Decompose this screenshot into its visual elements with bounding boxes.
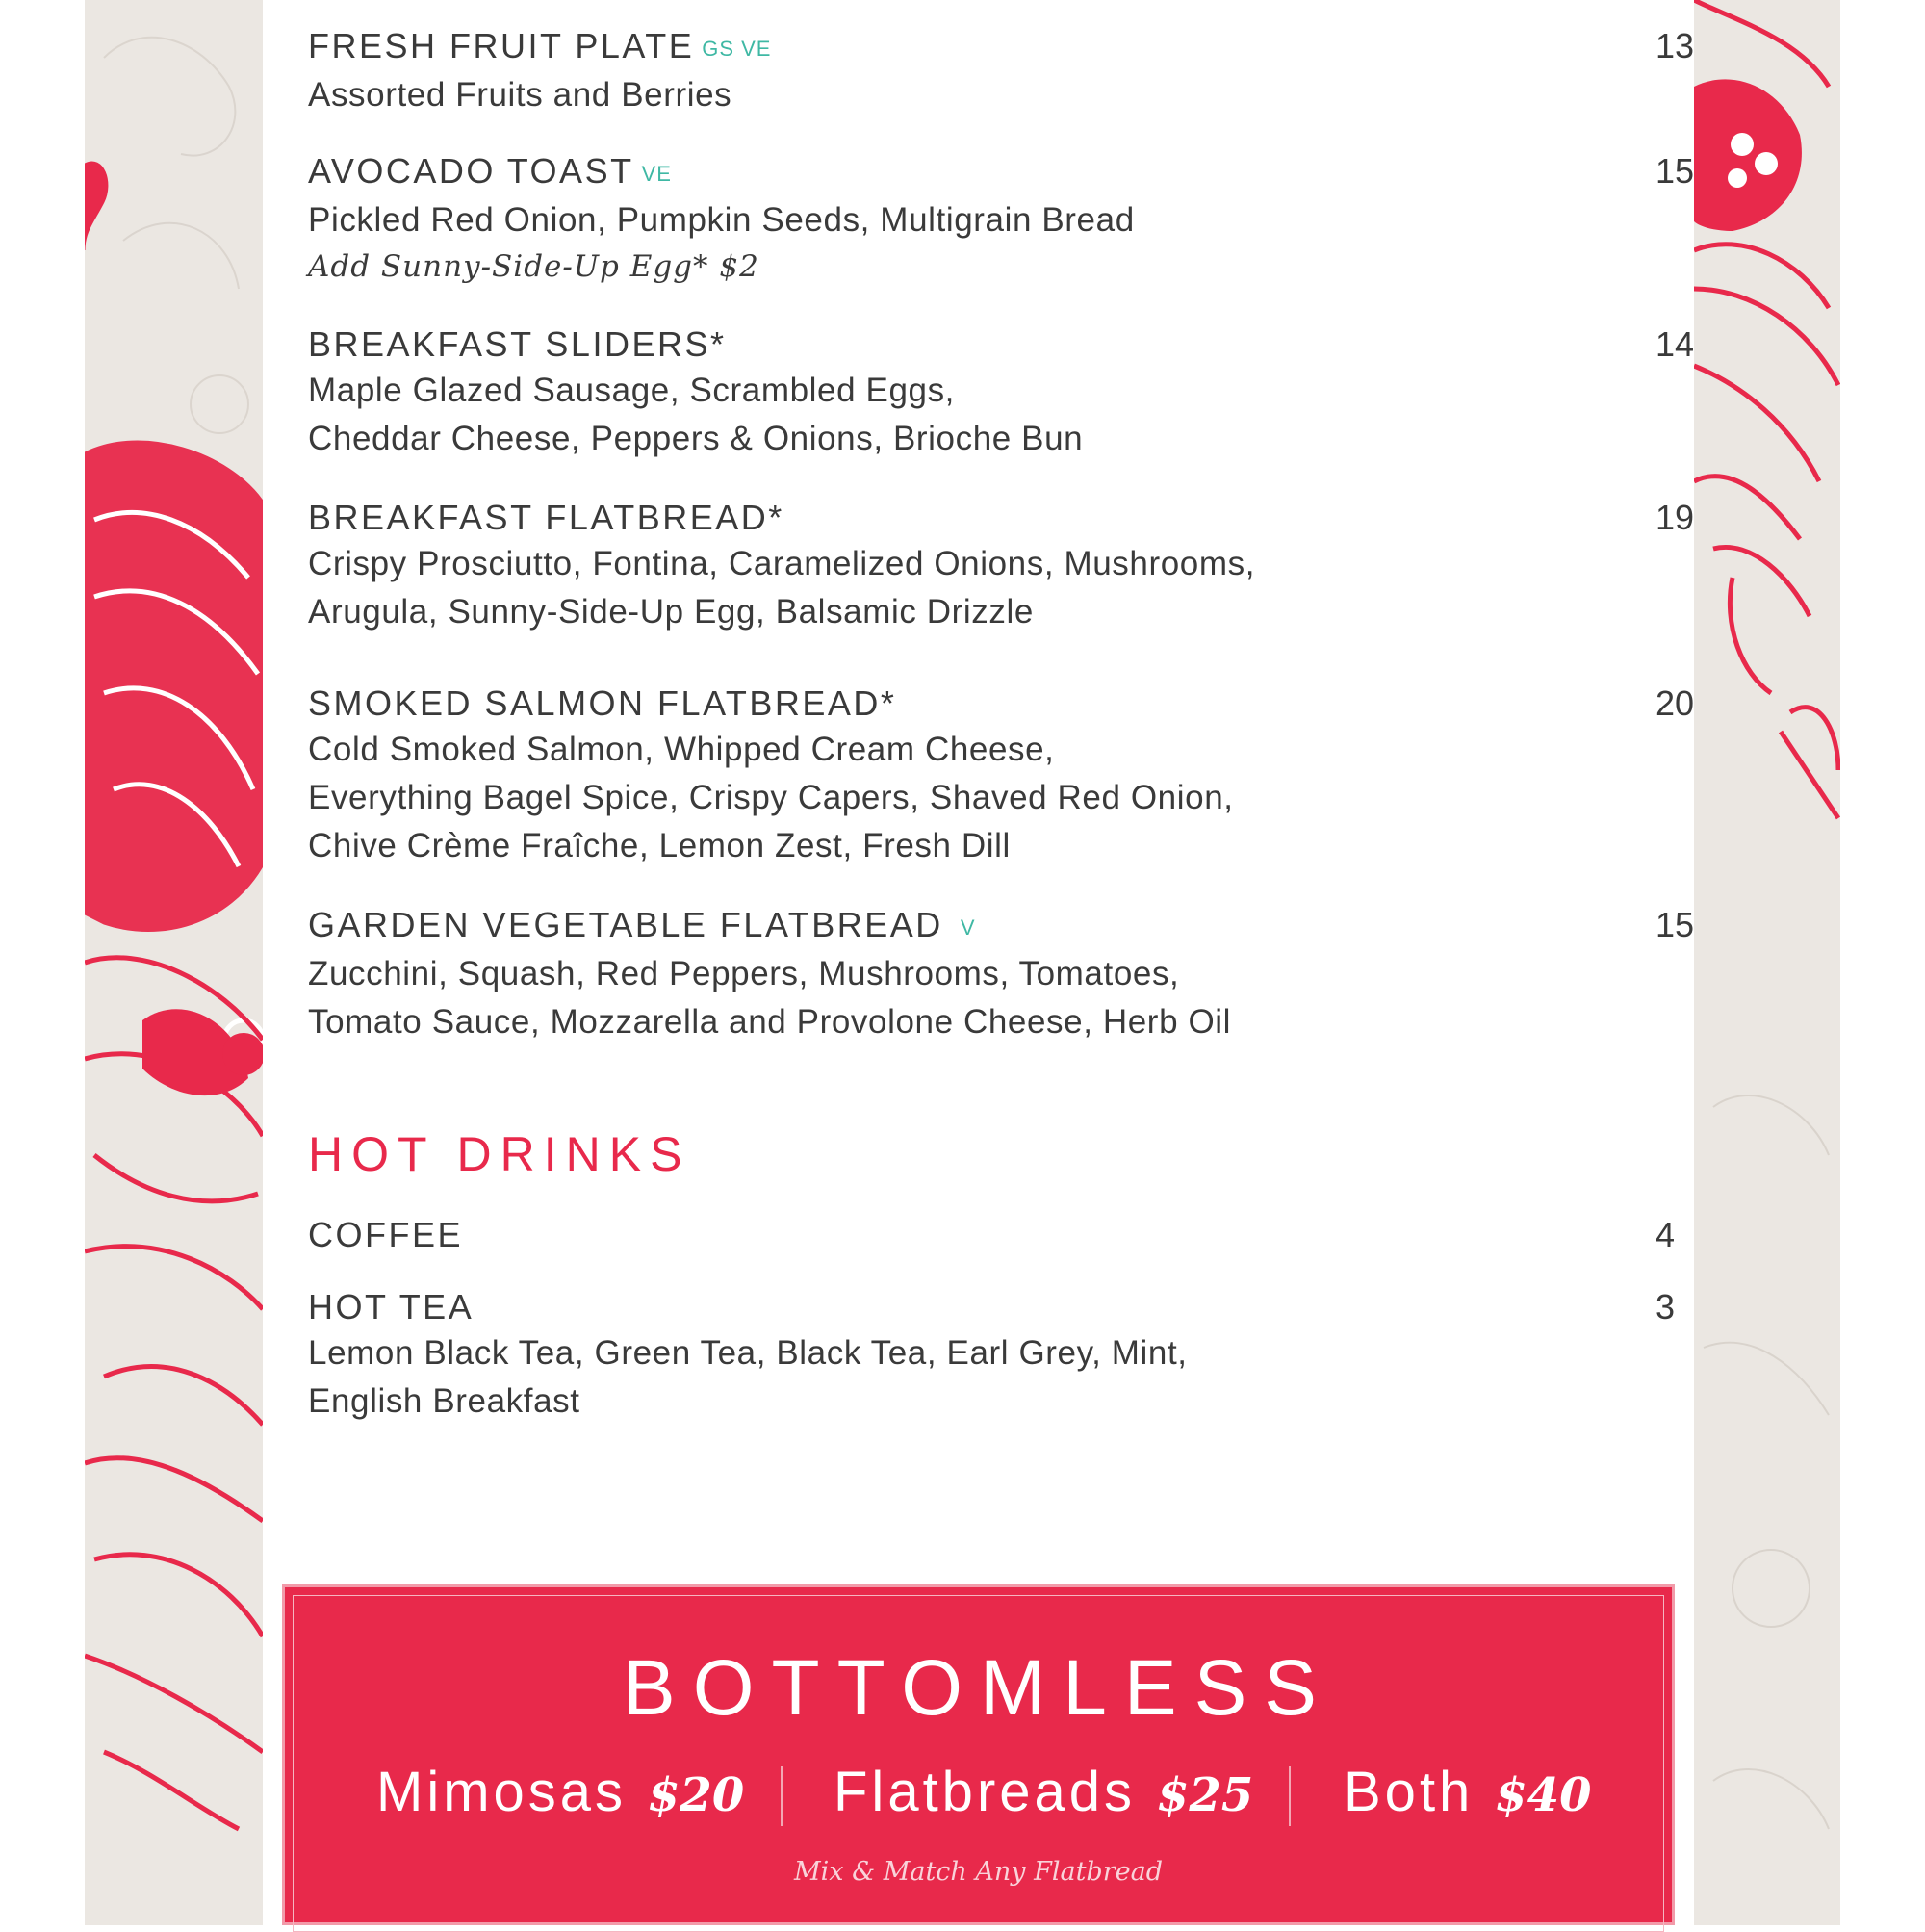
- item-addon-note: Add Sunny-Side-Up Egg* $2: [308, 249, 759, 284]
- item-description: Cold Smoked Salmon, Whipped Cream Cheese,: [308, 731, 1055, 768]
- offer-label: Flatbreads: [834, 1761, 1137, 1823]
- offer-price: $20: [648, 1768, 745, 1822]
- item-name: AVOCADO TOAST: [308, 151, 634, 191]
- item-description: Arugula, Sunny-Side-Up Egg, Balsamic Drizzle: [308, 593, 1034, 631]
- item-name: GARDEN VEGETABLE FLATBREAD: [308, 905, 943, 944]
- menu-item-hot-tea: [308, 1285, 1676, 1426]
- item-price: 4: [1656, 1215, 1676, 1254]
- item-description: Pickled Red Onion, Pumpkin Seeds, Multigrain Bread: [308, 201, 1135, 239]
- item-name: HOT TEA: [308, 1287, 475, 1327]
- offer-label: Mimosas: [376, 1761, 628, 1823]
- item-description: Everything Bagel Spice, Crispy Capers, Shaved Red Onion,: [308, 779, 1234, 816]
- offer-both: [1344, 1759, 1592, 1841]
- banner-subtitle: Mix & Match Any Flatbread: [794, 1857, 1163, 1887]
- dietary-tag: GS VE: [702, 37, 772, 61]
- item-description: English Breakfast: [308, 1382, 580, 1420]
- item-description: Maple Glazed Sausage, Scrambled Eggs,: [308, 372, 956, 409]
- section-title-hot-drinks: HOT DRINKS: [308, 1127, 691, 1181]
- offer-label: Both: [1344, 1761, 1475, 1823]
- offer-mimosas: [376, 1759, 744, 1841]
- menu-item-smoked-salmon-flatbread: [308, 682, 1695, 870]
- offer-flatbreads: [834, 1759, 1253, 1841]
- item-price: 14: [1656, 324, 1695, 364]
- right-floral-panel: [1694, 0, 1840, 1925]
- bottomless-banner: [282, 1584, 1675, 1925]
- item-price: 19: [1656, 498, 1695, 537]
- item-description: Crispy Prosciutto, Fontina, Caramelized Onions, Mushrooms,: [308, 545, 1256, 582]
- item-price: 15: [1656, 151, 1695, 191]
- menu-item-breakfast-sliders: [308, 322, 1695, 463]
- menu-page: [263, 0, 1694, 1925]
- item-name: SMOKED SALMON FLATBREAD*: [308, 683, 897, 723]
- floral-pattern-icon: [85, 0, 263, 1925]
- offer-divider: [1289, 1766, 1291, 1826]
- dietary-tag: VE: [641, 162, 672, 186]
- offer-price: $40: [1495, 1768, 1592, 1822]
- menu-item-garden-vegetable-flatbread: [308, 903, 1695, 1046]
- item-name: BREAKFAST FLATBREAD*: [308, 498, 784, 537]
- item-name: FRESH FRUIT PLATE: [308, 26, 695, 65]
- item-name: BREAKFAST SLIDERS*: [308, 324, 727, 364]
- item-description: Cheddar Cheese, Peppers & Onions, Brioche Bun: [308, 420, 1084, 457]
- item-price: 3: [1656, 1287, 1676, 1327]
- floral-pattern-icon: [1694, 0, 1840, 1925]
- item-price: 13: [1656, 26, 1695, 65]
- menu-item-avocado-toast: [308, 149, 1695, 289]
- offer-price: $25: [1157, 1768, 1254, 1822]
- item-description: Zucchini, Squash, Red Peppers, Mushrooms, Tomatoes,: [308, 955, 1180, 992]
- menu-item-coffee: [308, 1213, 1676, 1257]
- item-description: Tomato Sauce, Mozzarella and Provolone Cheese, Herb Oil: [308, 1003, 1232, 1041]
- item-description: Chive Crème Fraîche, Lemon Zest, Fresh Dill: [308, 827, 1011, 864]
- item-description: Assorted Fruits and Berries: [308, 76, 732, 114]
- item-price: 15: [1656, 905, 1695, 944]
- item-description: Lemon Black Tea, Green Tea, Black Tea, Earl Grey, Mint,: [308, 1334, 1188, 1372]
- item-name: COFFEE: [308, 1215, 464, 1254]
- offer-divider: [781, 1766, 783, 1826]
- dietary-tag: V: [960, 915, 976, 940]
- menu-item-fresh-fruit-plate: [308, 24, 1695, 119]
- menu-item-breakfast-flatbread: [308, 496, 1695, 636]
- item-price: 20: [1656, 683, 1695, 723]
- banner-title: BOTTOMLESS: [623, 1644, 1334, 1732]
- left-floral-panel: [85, 0, 263, 1925]
